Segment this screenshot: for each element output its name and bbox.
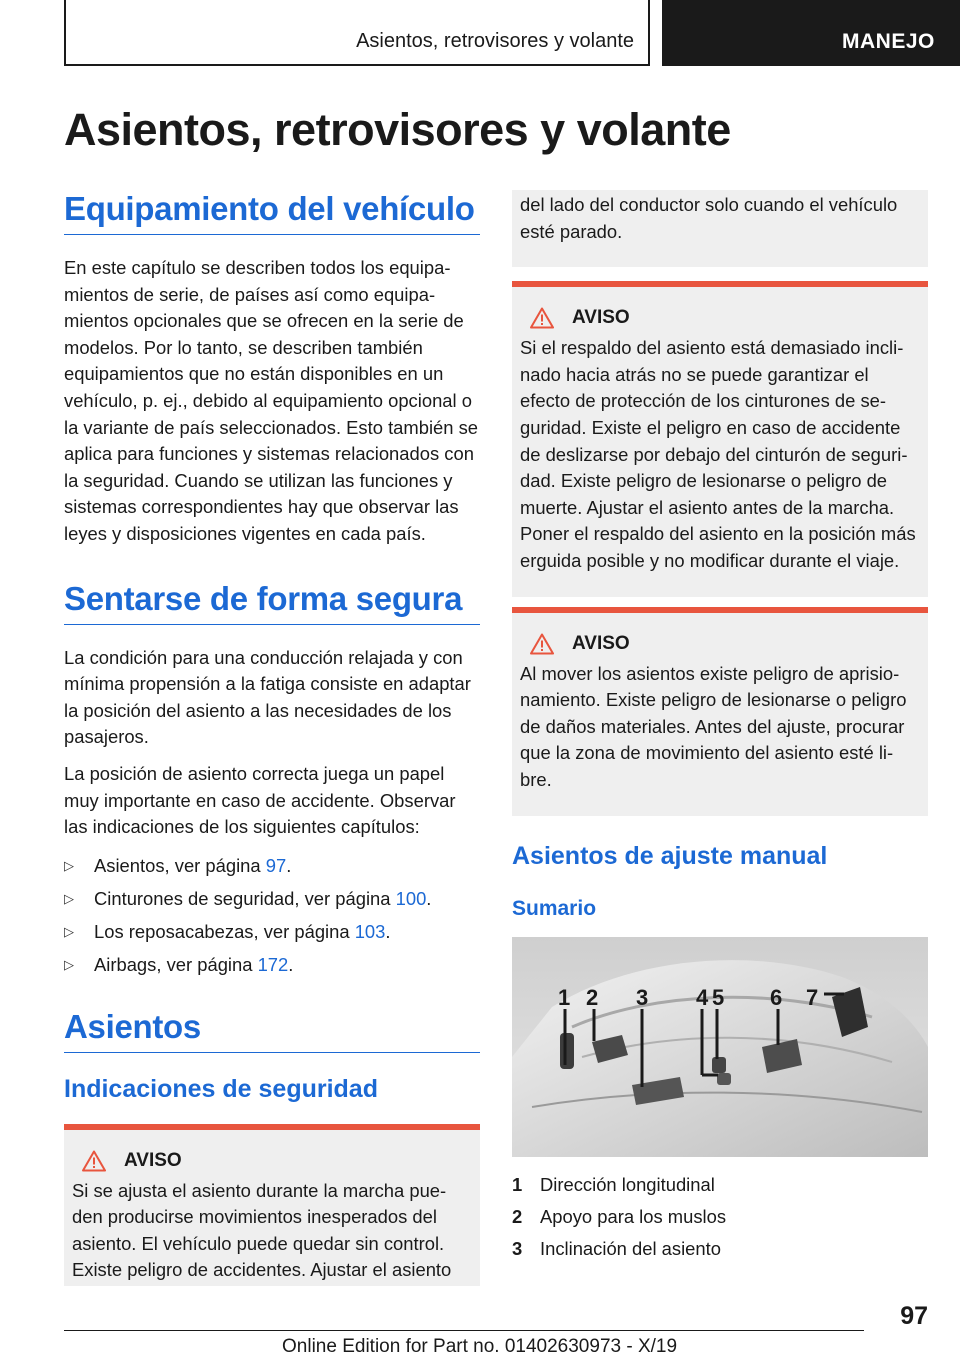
figure-callout: 4 [696, 984, 709, 1010]
warning-box-1 [64, 1124, 480, 1286]
right-column [512, 190, 928, 1265]
header-section-tab [662, 0, 960, 66]
warning-triangle-icon [82, 1150, 106, 1172]
heading-ajuste-manual: Asientos de ajuste manual [512, 841, 828, 870]
warning-text-continued: del lado del conductor solo cuando el vehículo esté parado. [520, 194, 898, 242]
page-link[interactable]: 103 [354, 920, 386, 942]
list-item: ▷ Cinturones de seguridad, ver página 100. [64, 886, 480, 912]
footer-edition: Online Edition for Part no. 01402630973 - X/19 [282, 1336, 678, 1357]
seat-controls-figure [512, 937, 928, 1157]
figure-callout: 2 [586, 984, 599, 1010]
left-column [64, 190, 480, 1286]
reference-list [64, 853, 480, 978]
heading-equipamiento: Equipamiento del vehículo [64, 190, 480, 235]
paragraph-equipamiento: En este capítulo se describen todos los equipamientos de serie, de países así como equipamientos opcionales que se ofrecen en la serie de modelos. Por lo tanto, se describen también equipamientos que no están disponibles en un vehículo, p. ej., debido al equipamiento opcional o la variante de país seleccionados. Esto también se aplica para funciones y sistemas relacionados con la seguridad. Cuando se utilizan las funciones y sistemas correspondientes hay que observar las leyes y disposiciones vigentes en cada país. [64, 257, 479, 544]
warning-text: Si el respaldo del asiento está demasiado inclinado hacia atrás no se puede garantizar el efecto de protección de los cinturones de seguridad. Existe el peligro en caso de accidente de deslizarse por debajo del cinturón de seguridad. Existe peligro de lesionarse o peligro de muerte. Ajustar el asiento antes de la marcha. Poner el respaldo del asiento en la posición más erguida posible y no modificar durante el viaje. [520, 337, 916, 571]
heading-indicaciones: Indicaciones de seguridad [64, 1074, 378, 1103]
page-link[interactable]: 97 [265, 854, 287, 876]
page-link[interactable]: 100 [395, 887, 427, 909]
triangle-bullet-icon: ▷ [64, 956, 74, 972]
triangle-bullet-icon: ▷ [64, 923, 74, 939]
warning-box-2 [512, 281, 928, 596]
heading-sumario: Sumario [512, 896, 597, 920]
page-title: Asientos, retrovisores y volante [64, 104, 731, 155]
seat-illustration [512, 937, 928, 1157]
list-item: 2 Apoyo para los muslos [512, 1205, 727, 1227]
paragraph-sentarse-1: La condición para una conducción relajada y con mínima propensión a la fatiga consiste en adaptar la posición del asiento a las necesidades de los pasajeros. [64, 646, 471, 748]
list-item: ▷ Los reposacabezas, ver página 103. [64, 919, 480, 945]
warning-text: Si se ajusta el asiento durante la marcha pueden producirse movimientos inesperados del asiento. El vehículo puede quedar sin control. Existe peligro de accidentes. Ajustar el asiento [72, 1179, 452, 1281]
triangle-bullet-icon: ▷ [64, 857, 74, 873]
figure-callout: 3 [636, 984, 649, 1010]
header-chapter-title: Asientos, retrovisores y volante [356, 30, 634, 52]
warning-text: Al mover los asientos existe peligro de aprisionamiento. Existe peligro de lesionarse o peligro de daños materiales. Antes del ajuste, procurar que la zona de movimiento del asiento esté libre. [520, 662, 907, 790]
warning-label: AVISO [572, 307, 630, 329]
header-section-label: MANEJO [842, 30, 935, 53]
list-item: ▷ Airbags, ver página 172. [64, 952, 480, 978]
list-item: ▷ Asientos, ver página 97. [64, 853, 480, 879]
triangle-bullet-icon: ▷ [64, 890, 74, 906]
warning-label: AVISO [572, 632, 630, 654]
heading-sentarse: Sentarse de forma segura [64, 580, 480, 625]
figure-callout: 6 [770, 984, 783, 1010]
warning-box-3 [512, 607, 928, 816]
warning-triangle-icon [530, 633, 554, 655]
figure-legend [512, 1169, 928, 1265]
figure-callout: 7 [806, 984, 819, 1010]
warning-box-1-continued [512, 190, 928, 267]
footer-divider [64, 1330, 864, 1331]
list-item: 1 Dirección longitudinal [512, 1173, 715, 1195]
page-number: 97 [900, 1302, 928, 1330]
page-link[interactable]: 172 [257, 953, 289, 975]
list-item: 3 Inclinación del asiento [512, 1237, 721, 1259]
heading-asientos: Asientos [64, 1008, 480, 1053]
warning-label: AVISO [124, 1149, 182, 1171]
paragraph-sentarse-2: La posición de asiento correcta juega un papel muy importante en caso de accidente. Observar las indicaciones de los siguientes capítulos: [64, 762, 456, 838]
figure-callout: 1 [558, 984, 571, 1010]
figure-callout: 5 [712, 984, 725, 1010]
warning-triangle-icon [530, 307, 554, 329]
header-chapter-box [64, 0, 650, 66]
